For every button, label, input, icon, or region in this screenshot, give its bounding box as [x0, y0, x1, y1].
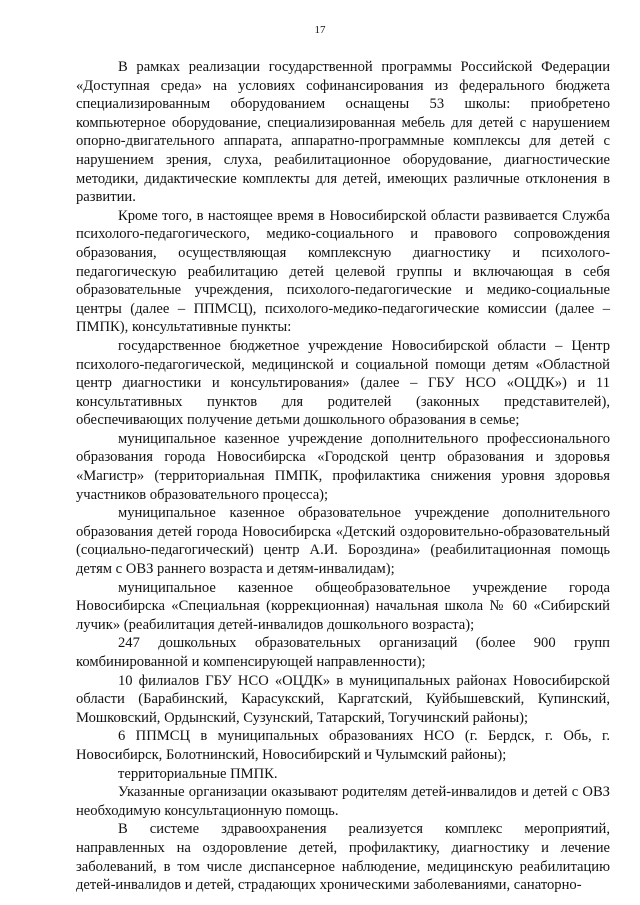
list-item-ppmsc: 6 ППМСЦ в муниципальных образованиях НСО (г. Бердск, г. Обь, г. Новосибирск, Болотнинский, Новосибирский и Чулымский районы); — [76, 728, 610, 763]
paragraph-healthcare: В системе здравоохранения реализуется комплекс мероприятий, направленных на оздоровление детей, профилактику, диагностику и лечение заболеваний, в том числе диспансерное наблюдение, медицинскую реабилитацию детей-инвалидов и детей, страдающих хроническими заболеваниями, санаторно- — [76, 821, 610, 894]
document-body — [76, 58, 610, 895]
list-item-borozdin-center: муниципальное казенное образовательное учреждение дополнительного образования детей города Новосибирска «Детский оздоровительно-образовательный (социально-педагогический) центр А.И. Бороздина» (реабилитационная помощь детям с ОВЗ раннего возраста и детям-инвалидам); — [76, 505, 610, 578]
list-item-territorial-pmpk: территориальные ПМПК. — [118, 765, 278, 782]
list-item-ocdk-branches: 10 филиалов ГБУ НСО «ОЦДК» в муниципальных районах Новосибирской области (Барабинский, Карасукский, Каргатский, Куйбышевский, Купинский, Мошковский, Ордынский, Сузунский, Татарский, Тогучинский районы); — [76, 672, 610, 726]
list-item-school-60: муниципальное казенное общеобразовательное учреждение города Новосибирска «Специальная (коррекционная) начальная школа № 60 «Сибирский лучик» (реабилитация детей-инвалидов дошкольного возраста); — [76, 579, 610, 633]
list-item-magistr: муниципальное казенное учреждение дополнительного профессионального образования города Новосибирска «Городской центр образования и здоровья «Магистр» (территориальная ПМПК, профилактика снижения уровня здоровья участников образовательного процесса); — [76, 430, 610, 503]
page-number: 17 — [314, 24, 326, 36]
paragraph-accessible-environment: В рамках реализации государственной программы Российской Федерации «Доступная среда» на условиях софинансирования из федерального бюджета специализированным оборудованием оснащены 53 школы: приобретено компьютерное оборудование, специализированная мебель для детей с нарушением опорно-двигательного аппарата, аппаратно-программные комплексы для детей с нарушением зрения, слуха, реабилитационное оборудование, диагностические методики, дидактические комплекты для детей, имеющих различные отклонения в развитии. — [76, 59, 610, 206]
list-item-ocdk: государственное бюджетное учреждение Новосибирской области – Центр психолого-педагогической, медицинской и социальной помощи детям «Областной центр диагностики и консультирования» (далее – ГБУ НСО «ОЦДК») и 11 консультативных пунктов для родителей (законных представителей), обеспечивающих получение детьми дошкольного образования в семье; — [76, 337, 610, 429]
paragraph-support-service: Кроме того, в настоящее время в Новосибирской области развивается Служба психолого-педагогического, медико-социального и правового сопровождения образования, осуществляющая комплексную диагностику и психолого-педагогическую реабилитацию детей целевой группы и включающая в себя образовательные учреждения, психолого-педагогические и медико-социальные центры (далее – ППМСЦ), психолого-медико-педагогические комиссии (далее – ПМПК), консультативные пункты: — [76, 207, 610, 336]
paragraph-consultation-help: Указанные организации оказывают родителям детей-инвалидов и детей с ОВЗ необходимую консультационную помощь. — [76, 784, 610, 819]
list-item-preschool-orgs: 247 дошкольных образовательных организаций (более 900 групп комбинированной и компенсирующей направленности); — [76, 635, 610, 670]
